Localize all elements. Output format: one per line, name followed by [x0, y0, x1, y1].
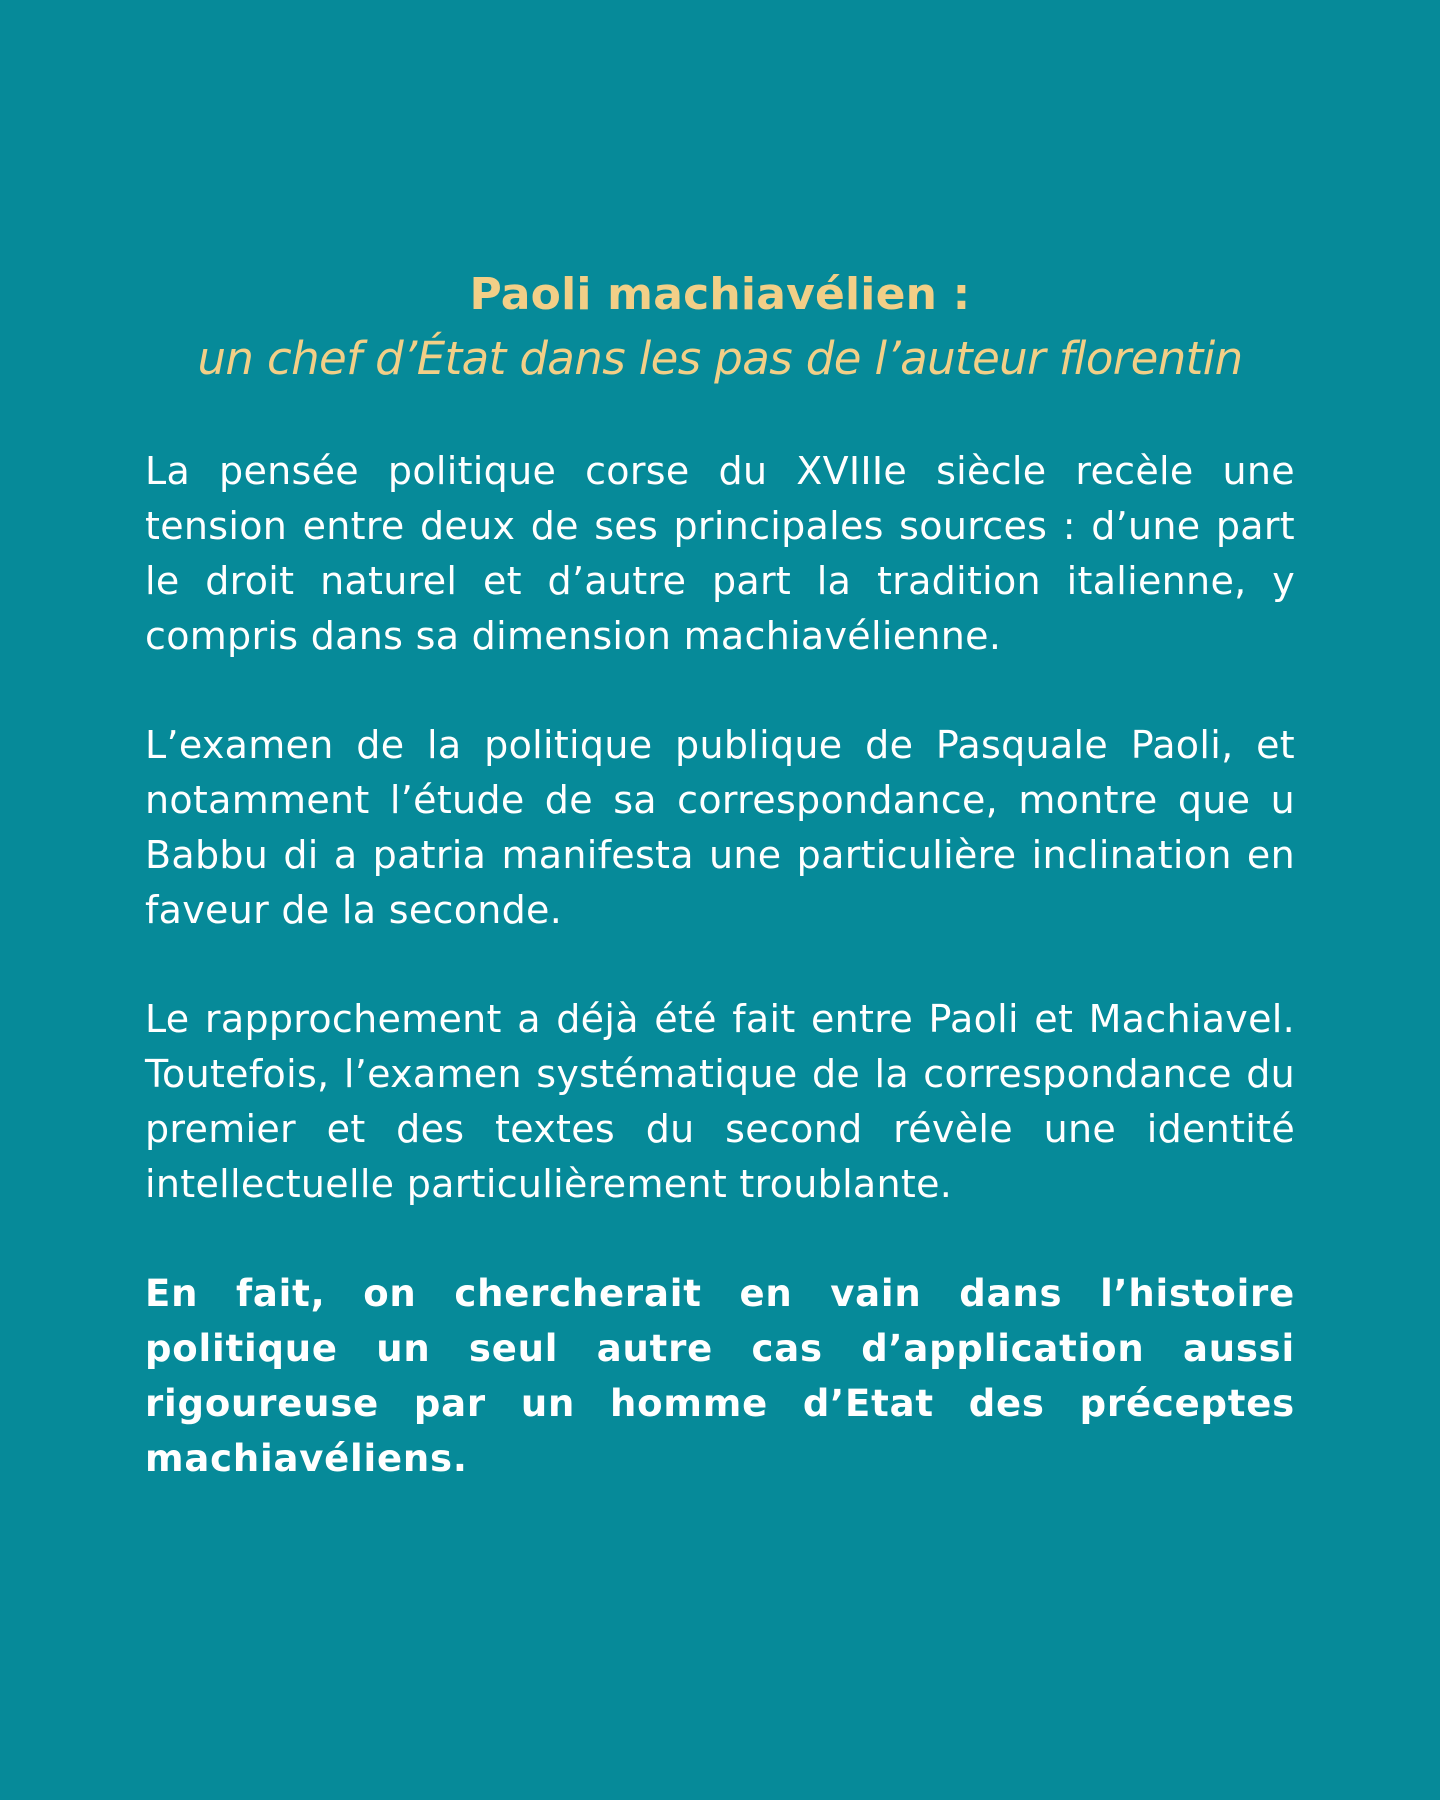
page-title: Paoli machiavélien : — [469, 269, 971, 320]
paragraph-conclusion: En fait, on chercherait en vain dans l’histoire politique un seul autre cas d’application aussi rigoureuse par un homme d’Etat des préceptes machiavéliens. — [145, 1272, 1295, 1480]
heading-block — [145, 262, 1295, 390]
paragraph-paoli-policy: L’examen de la politique publique de Pasquale Paoli, et notamment l’étude de sa correspondance, montre que u Babbu di a patria manifesta une particulière inclination en faveur de la seconde. — [145, 723, 1295, 932]
paragraph-rapprochement: Le rapprochement a déjà été fait entre Paoli et Machiavel. Toutefois, l’examen systématique de la correspondance du premier et des textes du second révèle une identité intellectuelle particulièrement troublante. — [145, 997, 1295, 1206]
paragraph-intro: La pensée politique corse du XVIIIe siècle recèle une tension entre deux de ses principales sources : d’une part le droit naturel et d’autre part la tradition italienne, y compris dans sa dimension machiavélienne. — [145, 449, 1295, 658]
page-subtitle: un chef d’État dans les pas de l’auteur florentin — [197, 332, 1243, 385]
